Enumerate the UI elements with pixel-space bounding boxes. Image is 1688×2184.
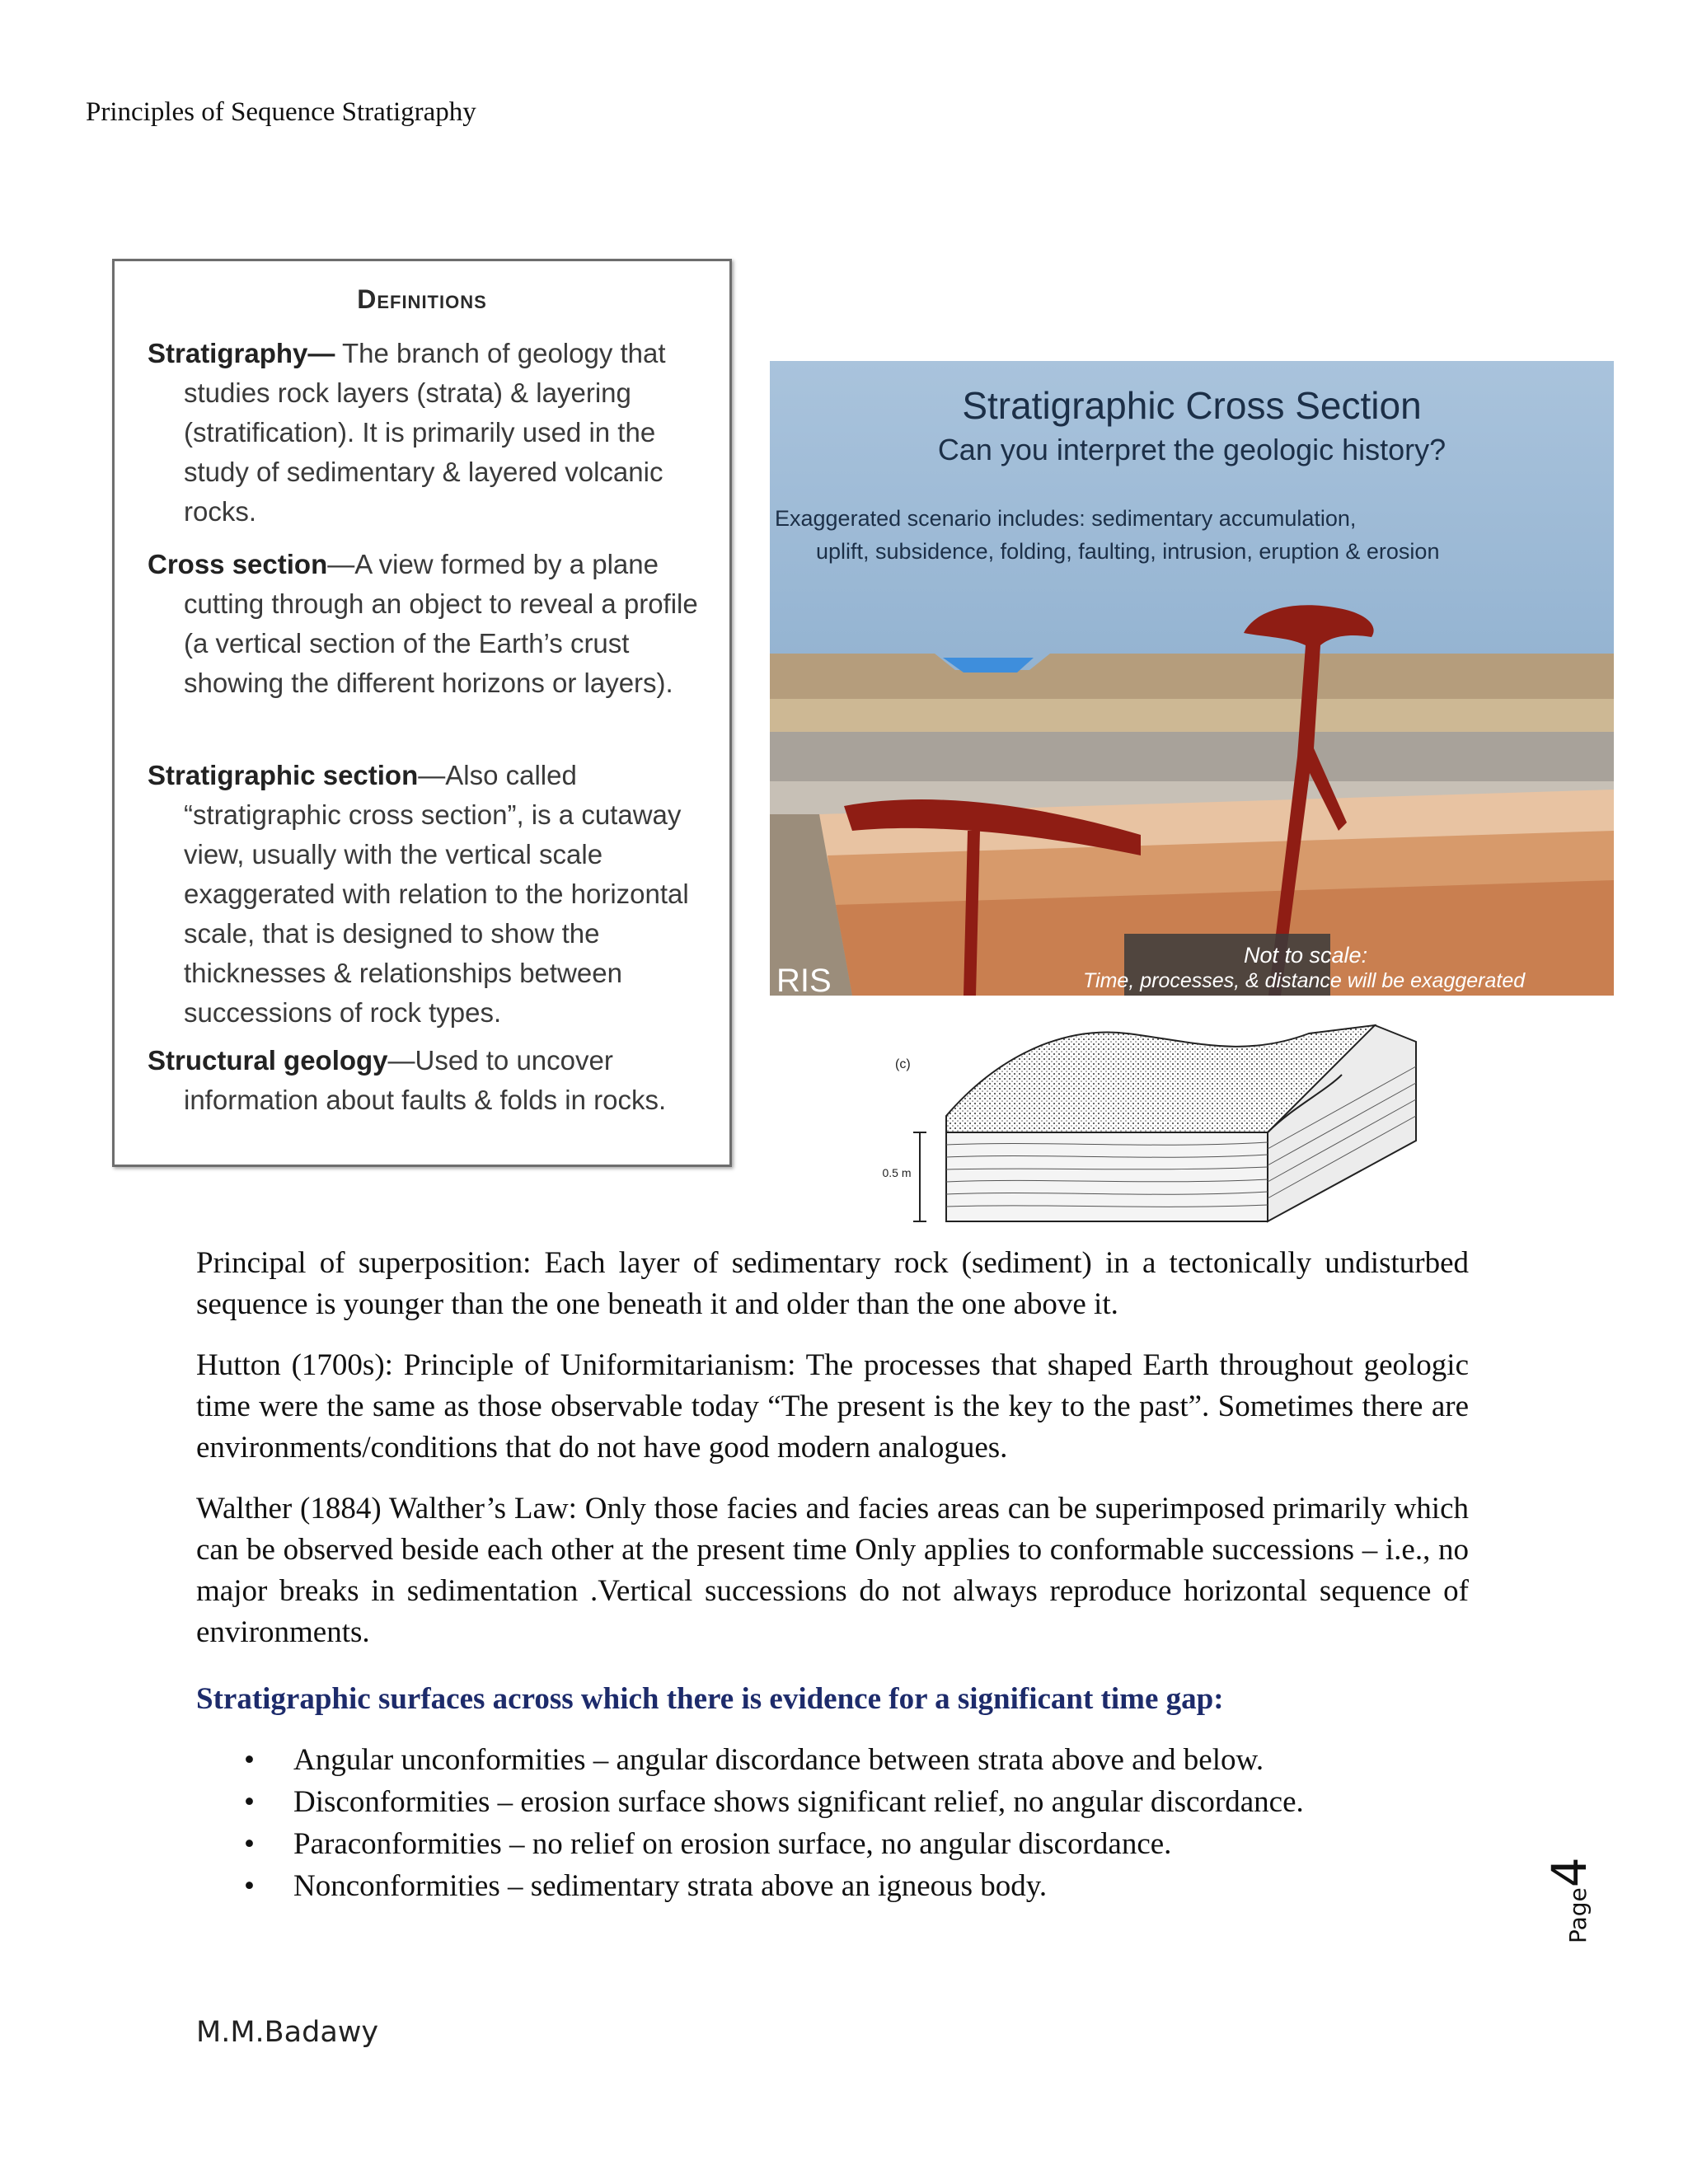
running-header: Principles of Sequence Stratigraphy	[86, 97, 476, 127]
block-front-face	[946, 1132, 1268, 1221]
list-item	[239, 1865, 1304, 1907]
definitions-heading: Definitions	[357, 284, 487, 314]
definition-term: Stratigraphy—	[148, 338, 335, 368]
page-word: Page	[1564, 1887, 1592, 1943]
definition-stratigraphic-section	[148, 756, 708, 1033]
definition-stratigraphy	[148, 334, 708, 532]
scale-label: 0.5 m	[882, 1166, 912, 1179]
definition-cross-section	[148, 545, 708, 703]
scenario-line-2: uplift, subsidence, folding, faulting, intrusion, eruption & erosion	[816, 539, 1440, 564]
definition-text: —Also called “stratigraphic cross section”, is a cutaway view, usually with the vertical scale exaggerated with relation to the horizontal scale, that is designed to show the thicknesses & relationships between successions of rock types.	[184, 760, 689, 1028]
paragraph-walthers-law: Walther (1884) Walther’s Law: Only those facies and facies areas can be superimposed primarily which can be observed beside each other at the present time Only applies to conformable successions – i.e., no major breaks in sedimentation .Vertical successions do not always reproduce horizontal sequence of environments.	[196, 1492, 1469, 1649]
not-to-scale-label: Not to scale:	[1244, 943, 1368, 968]
exaggeration-note: Time, processes, & distance will be exaggerated	[1083, 969, 1526, 992]
page-number	[1541, 1846, 1607, 1945]
definitions-box	[112, 259, 732, 1167]
grey-layer	[770, 732, 1614, 781]
bullet-icon: •	[244, 1785, 255, 1819]
bullet-icon: •	[244, 1827, 255, 1861]
definition-term: Cross section	[148, 549, 328, 579]
list-item	[239, 1739, 1304, 1781]
page-digit: 4	[1541, 1857, 1597, 1888]
bullet-icon: •	[244, 1869, 255, 1903]
definition-term: Structural geology	[148, 1045, 388, 1076]
definition-text: The branch of geology that studies rock layers (strata) & layering (stratification). It is primarily used in the study of sedimentary & layered volcanic rocks.	[184, 338, 666, 527]
sand-layer	[770, 699, 1614, 732]
stratigraphic-cross-section-figure	[770, 361, 1614, 996]
definition-text: —Used to uncover information about faults & folds in rocks.	[184, 1045, 667, 1115]
list-item-text: Angular unconformities – angular discordance between strata above and below.	[293, 1743, 1264, 1777]
footer-author: M.M.Badawy	[196, 2016, 379, 2049]
paragraph-superposition: Principal of superposition: Each layer of sedimentary rock (sediment) in a tectonically undisturbed sequence is younger than the one beneath it and older than the one above it.	[196, 1246, 1469, 1321]
scenario-line-1: Exaggerated scenario includes: sedimentary accumulation,	[775, 506, 1357, 531]
bullet-icon: •	[244, 1743, 255, 1777]
paragraph-uniformitarianism: Hutton (1700s): Principle of Uniformitarianism: The processes that shaped Earth throughout geologic time were the same as those observable today “The present is the key to the past”. Sometimes there are environments/conditions that do not have good modern analogues.	[196, 1348, 1469, 1465]
surfaces-list	[239, 1739, 1304, 1907]
list-item	[239, 1823, 1304, 1865]
definition-structural-geology	[148, 1041, 708, 1120]
list-item-text: Disconformities – erosion surface shows significant relief, no angular discordance.	[293, 1785, 1304, 1819]
panel-label: (c)	[895, 1057, 911, 1071]
cross-section-title: Stratigraphic Cross Section	[962, 384, 1422, 427]
cross-section-subtitle: Can you interpret the geologic history?	[937, 433, 1447, 466]
list-item	[239, 1781, 1304, 1823]
list-item-text: Nonconformities – sedimentary strata above an igneous body.	[293, 1869, 1048, 1903]
list-item-text: Paraconformities – no relief on erosion surface, no angular discordance.	[293, 1827, 1172, 1861]
logo-text: RIS	[776, 963, 832, 996]
definition-text: —A view formed by a plane cutting through an object to reveal a profile (a vertical section of the Earth’s crust showing the different horizons or layers).	[184, 549, 698, 698]
definition-term: Stratigraphic section	[148, 760, 419, 790]
block-diagram-figure	[880, 1009, 1441, 1230]
surfaces-heading: Stratigraphic surfaces across which there is evidence for a significant time gap:	[196, 1682, 1224, 1716]
